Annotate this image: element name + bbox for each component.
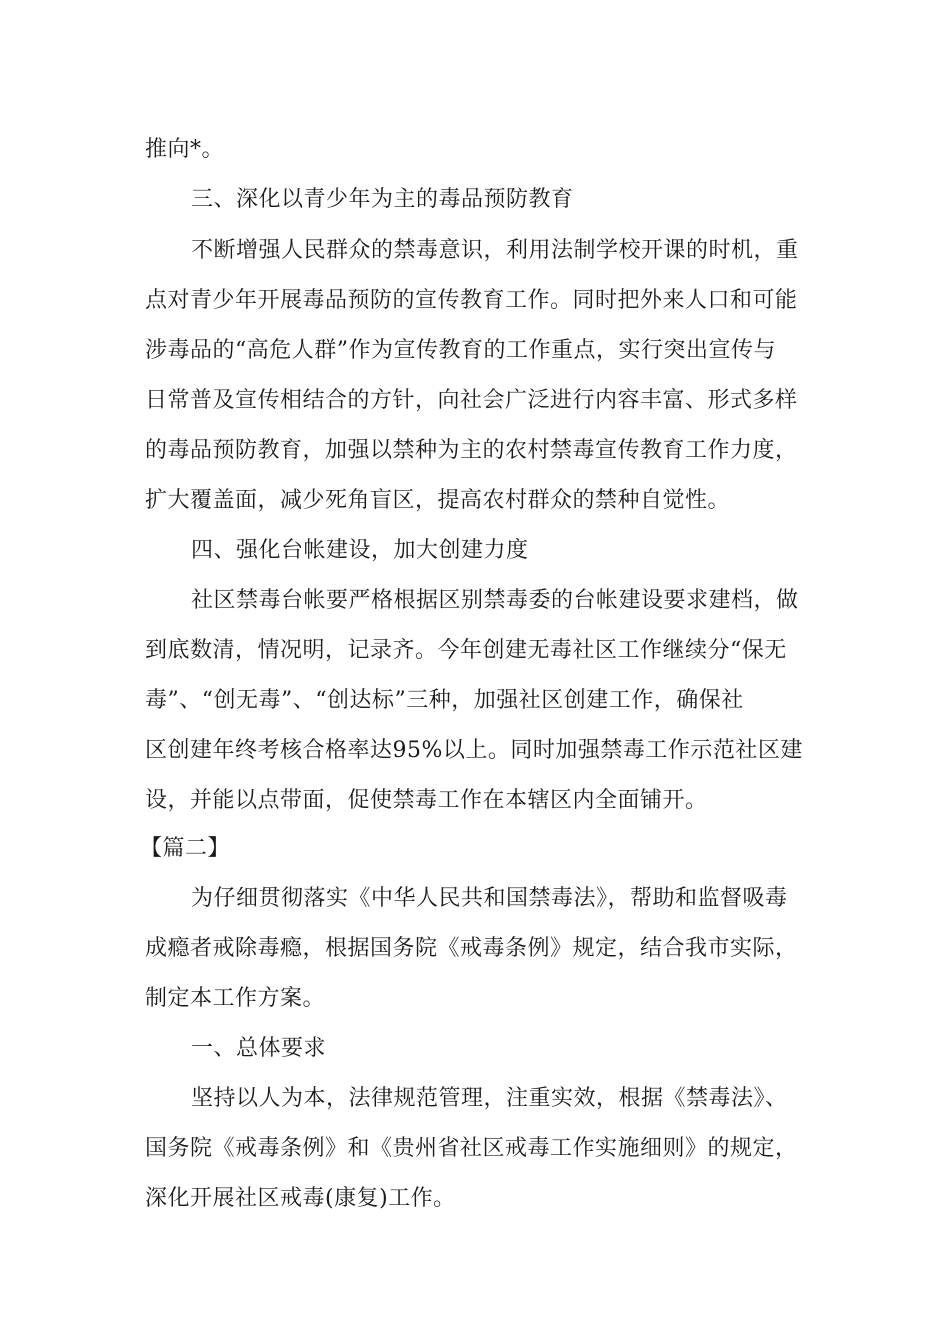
paragraph-line: 社区禁毒台帐要严格根据区别禁毒委的台帐建设要求建档，做: [191, 588, 799, 613]
paragraph-line: 为仔细贯彻落实《中华人民共和国禁毒法》，帮助和监督吸毒: [191, 886, 788, 911]
paragraph-line: 到底数清，情况明，记录齐。今年创建无毒社区工作继续分“保无: [145, 638, 787, 663]
paragraph-line: 区创建年终考核合格率达95%以上。同时加强禁毒工作示范社区建: [145, 738, 803, 763]
paragraph-line: 涉毒品的“高危人群”作为宣传教育的工作重点，实行突出宣传与: [145, 338, 776, 363]
paragraph-line: 推向*。: [145, 137, 225, 162]
paragraph-line: 毒”、“创无毒”、“创达标”三种，加强社区创建工作，确保社: [145, 688, 744, 713]
paragraph-line: 坚持以人为本，法律规范管理，注重实效，根据《禁毒法》、: [191, 1086, 788, 1111]
paragraph-line: 扩大覆盖面，减少死角盲区，提高农村群众的禁种自觉性。: [145, 488, 731, 513]
paragraph-line: 不断增强人民群众的禁毒意识，利用法制学校开课的时机，重: [191, 238, 799, 263]
section-heading: 三、深化以青少年为主的毒品预防教育: [191, 187, 574, 212]
paragraph-line: 设，并能以点带面，促使禁毒工作在本辖区内全面铺开。: [145, 788, 708, 813]
section-heading: 四、强化台帐建设，加大创建力度: [191, 538, 529, 563]
paragraph-line: 深化开展社区戒毒(康复)工作。: [145, 1186, 456, 1211]
paragraph-line: 国务院《戒毒条例》和《贵州省社区戒毒工作实施细则》的规定，: [145, 1136, 798, 1161]
paragraph-line: 成瘾者戒除毒瘾，根据国务院《戒毒条例》规定，结合我市实际，: [145, 936, 798, 961]
paragraph-line: 日常普及宣传相结合的方针，向社会广泛进行内容丰富、形式多样: [145, 388, 798, 413]
paragraph-line: 的毒品预防教育，加强以禁种为主的农村禁毒宣传教育工作力度，: [145, 438, 798, 463]
part-heading: 【篇二】: [140, 836, 231, 861]
paragraph-line: 制定本工作方案。: [145, 986, 326, 1011]
paragraph-line: 点对青少年开展毒品预防的宣传教育工作。同时把外来人口和可能: [145, 288, 798, 313]
section-heading: 一、总体要求: [191, 1036, 327, 1061]
